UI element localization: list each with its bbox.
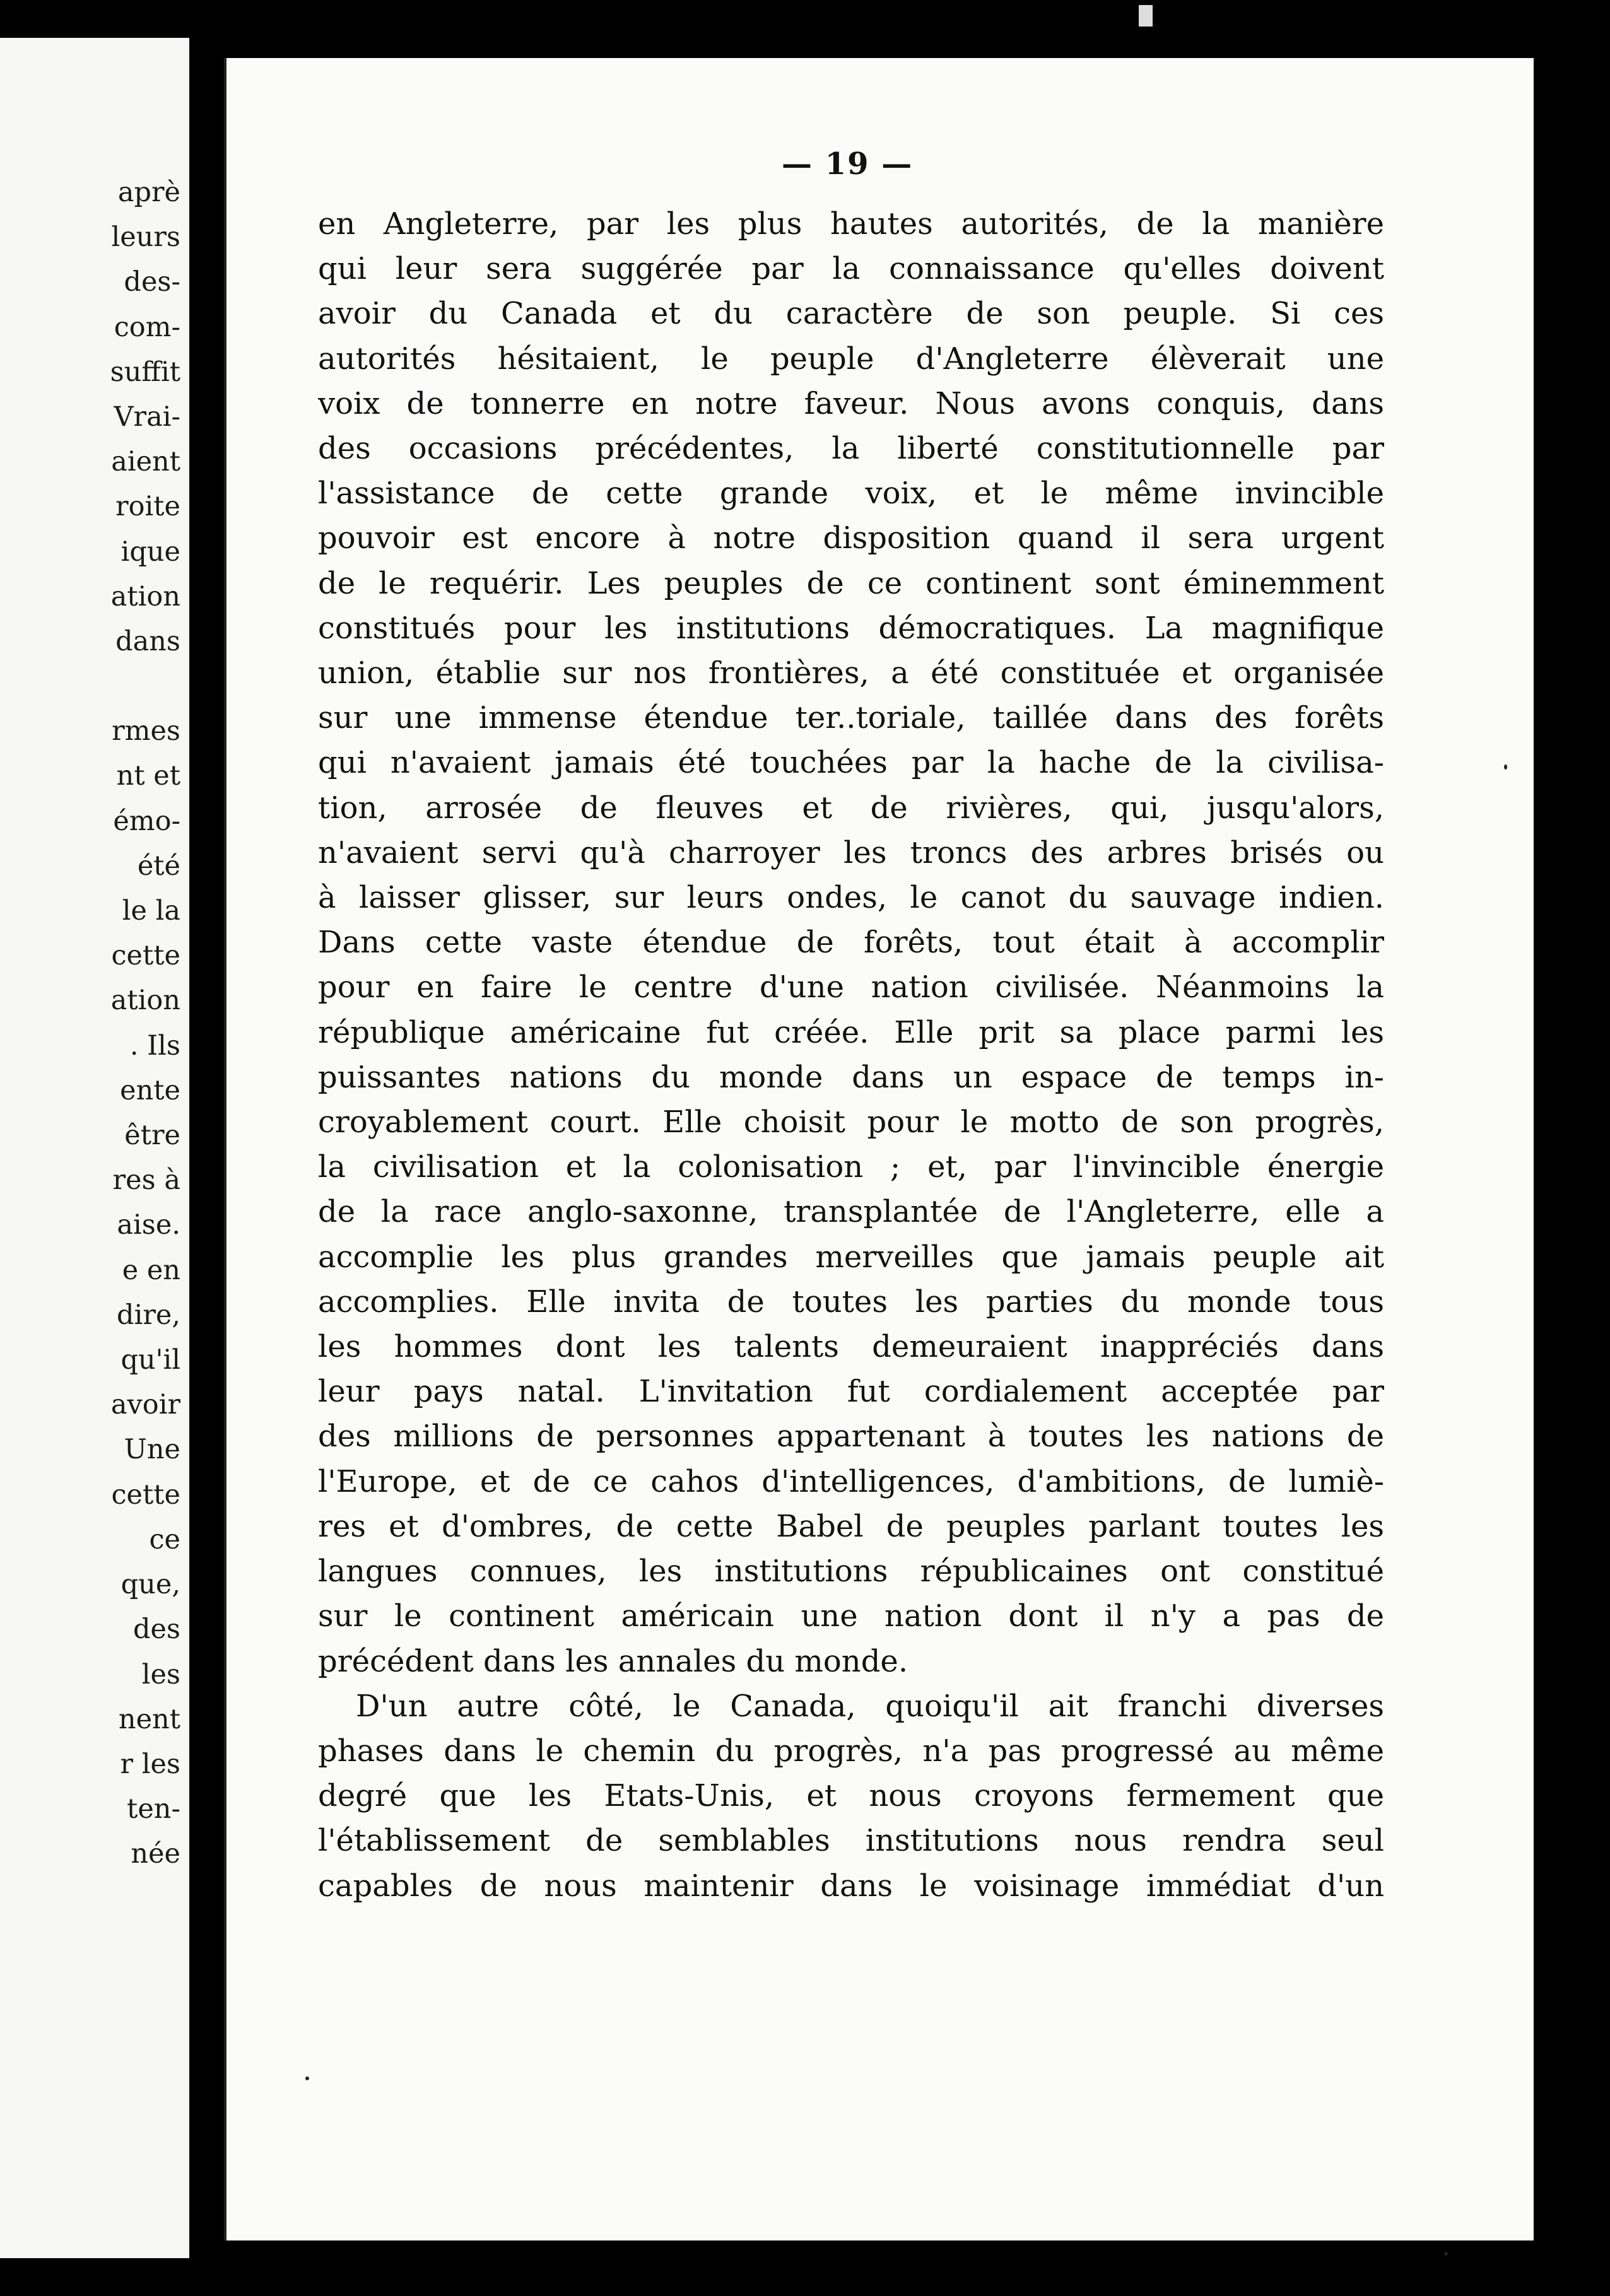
body-line: l'établissement de semblables institutions nous rendra seul: [318, 1823, 1384, 1859]
left-page-text-column: [110, 170, 180, 1877]
left-page-line: roite: [115, 491, 180, 523]
left-page-line: rmes: [112, 715, 180, 747]
body-line: capables de nous maintenir dans le voisinage immédiat d'un: [318, 1868, 1384, 1904]
body-line: accomplies. Elle invita de toutes les parties du monde tous: [318, 1284, 1384, 1320]
body-line: accomplie les plus grandes merveilles que jamais peuple ait: [318, 1239, 1384, 1275]
left-page-line: émo-: [113, 805, 180, 837]
left-page-line: ation: [110, 985, 180, 1017]
body-line: constitués pour les institutions démocratiques. La magnifique: [318, 610, 1384, 646]
left-page-line: cette: [111, 940, 180, 972]
body-line: leur pays natal. L'invitation fut cordialement acceptée par: [318, 1374, 1384, 1410]
body-line: croyablement court. Elle choisit pour le motto de son progrès,: [318, 1104, 1384, 1140]
body-line: les hommes dont les talents demeuraient inappréciés dans: [318, 1329, 1384, 1365]
body-line: autorités hésitaient, le peuple d'Angleterre élèverait une: [318, 341, 1384, 377]
body-line: l'Europe, et de ce cahos d'intelligences, d'ambitions, de lumiè-: [318, 1463, 1384, 1499]
ink-speck: [1504, 764, 1507, 770]
body-line: en Angleterre, par les plus hautes autorités, de la manière: [318, 206, 1384, 242]
left-page-line: être: [124, 1120, 180, 1152]
left-page-line: aise.: [117, 1209, 180, 1241]
body-line: n'avaient servi qu'à charroyer les troncs des arbres brisés ou: [318, 835, 1384, 870]
scan-mark: [1139, 5, 1153, 26]
body-line: pour en faire le centre d'une nation civilisée. Néanmoins la: [318, 969, 1384, 1005]
body-line: des millions de personnes appartenant à toutes les nations de: [318, 1419, 1384, 1455]
body-line: union, établie sur nos frontières, a été constituée et organisée: [318, 655, 1384, 691]
body-line: langues connues, les institutions républicaines ont constitué: [318, 1554, 1384, 1590]
body-line: de la race anglo-saxonne, transplantée de l'Angleterre, elle a: [318, 1194, 1384, 1230]
ink-speck: [1444, 2252, 1448, 2256]
body-line: de le requérir. Les peuples de ce continent sont éminemment: [318, 565, 1384, 601]
left-page-line: dans: [115, 626, 180, 658]
body-line: république américaine fut créée. Elle prit sa place parmi les: [318, 1014, 1384, 1050]
body-line: précédent dans les annales du monde.: [318, 1643, 908, 1679]
left-page-line: des: [132, 1614, 180, 1646]
body-line: sur une immense étendue ter..toriale, taillée dans des forêts: [318, 700, 1384, 736]
left-page-line: res à: [112, 1164, 180, 1197]
left-page-line: nt et: [116, 760, 180, 792]
page-number: — 19 —: [782, 146, 914, 182]
left-page-line: aprè: [117, 177, 180, 208]
left-page-line: dire,: [117, 1299, 180, 1331]
left-page-line: des-: [124, 266, 180, 298]
left-page-line: avoir: [110, 1389, 180, 1421]
body-line: puissantes nations du monde dans un espace de temps in-: [318, 1059, 1384, 1095]
page-gutter: [189, 0, 227, 2296]
body-line: degré que les Etats-Unis, et nous croyons fermement que: [318, 1778, 1384, 1814]
body-line: sur le continent américain une nation dont il n'y a pas de: [318, 1598, 1384, 1634]
left-page-line: le la: [122, 895, 180, 927]
left-page-line: com-: [114, 311, 180, 343]
body-line: à laisser glisser, sur leurs ondes, le canot du sauvage indien.: [318, 880, 1384, 916]
left-page-line: e en: [122, 1254, 180, 1286]
body-line: voix de tonnerre en notre faveur. Nous avons conquis, dans: [318, 385, 1384, 421]
left-page-line: Une: [124, 1434, 180, 1466]
main-page: [224, 58, 1534, 2240]
body-line: phases dans le chemin du progrès, n'a pas progressé au même: [318, 1733, 1384, 1769]
left-page-line: leurs: [111, 221, 180, 254]
left-page-line: ique: [120, 536, 180, 568]
body-line: Dans cette vaste étendue de forêts, tout était à accomplir: [318, 925, 1384, 961]
left-page-line: nent: [118, 1703, 180, 1735]
body-line: res et d'ombres, de cette Babel de peuples parlant toutes les: [318, 1508, 1384, 1544]
body-line: des occasions précédentes, la liberté constitutionnelle par: [318, 431, 1384, 467]
body-line: qui leur sera suggérée par la connaissance qu'elles doivent: [318, 251, 1384, 287]
body-line: D'un autre côté, le Canada, quoiqu'il ait franchi diverses: [356, 1688, 1384, 1724]
body-line: l'assistance de cette grande voix, et le même invincible: [318, 476, 1384, 512]
body-line: qui n'avaient jamais été touchées par la hache de la civilisa-: [318, 745, 1384, 781]
body-line: tion, arrosée de fleuves et de rivières, qui, jusqu'alors,: [318, 790, 1384, 826]
left-page-line: ce: [149, 1523, 180, 1555]
left-page-line: qu'il: [120, 1344, 180, 1376]
left-page-line: cette: [111, 1479, 180, 1511]
left-page-line: ation: [110, 580, 180, 612]
left-facing-page: [0, 38, 189, 2258]
left-page-line: que,: [120, 1569, 180, 1601]
left-page-line: Vrai-: [114, 401, 180, 433]
body-text: [318, 202, 1384, 1909]
left-page-line: suffit: [110, 356, 180, 388]
left-page-line: née: [131, 1838, 180, 1870]
left-page-line: les: [141, 1658, 180, 1690]
left-page-line: ten-: [127, 1793, 180, 1825]
body-line: avoir du Canada et du caractère de son peuple. Si ces: [318, 296, 1384, 332]
ink-speck: [305, 2076, 309, 2080]
left-page-line: ente: [120, 1074, 180, 1106]
left-page-line: été: [137, 850, 180, 882]
left-page-line: . Ils: [129, 1029, 180, 1062]
left-page-line: aient: [111, 446, 180, 478]
left-page-line: r les: [120, 1748, 180, 1780]
body-line: pouvoir est encore à notre disposition quand il sera urgent: [318, 520, 1384, 556]
body-line: la civilisation et la colonisation ; et, par l'invincible énergie: [318, 1149, 1384, 1185]
